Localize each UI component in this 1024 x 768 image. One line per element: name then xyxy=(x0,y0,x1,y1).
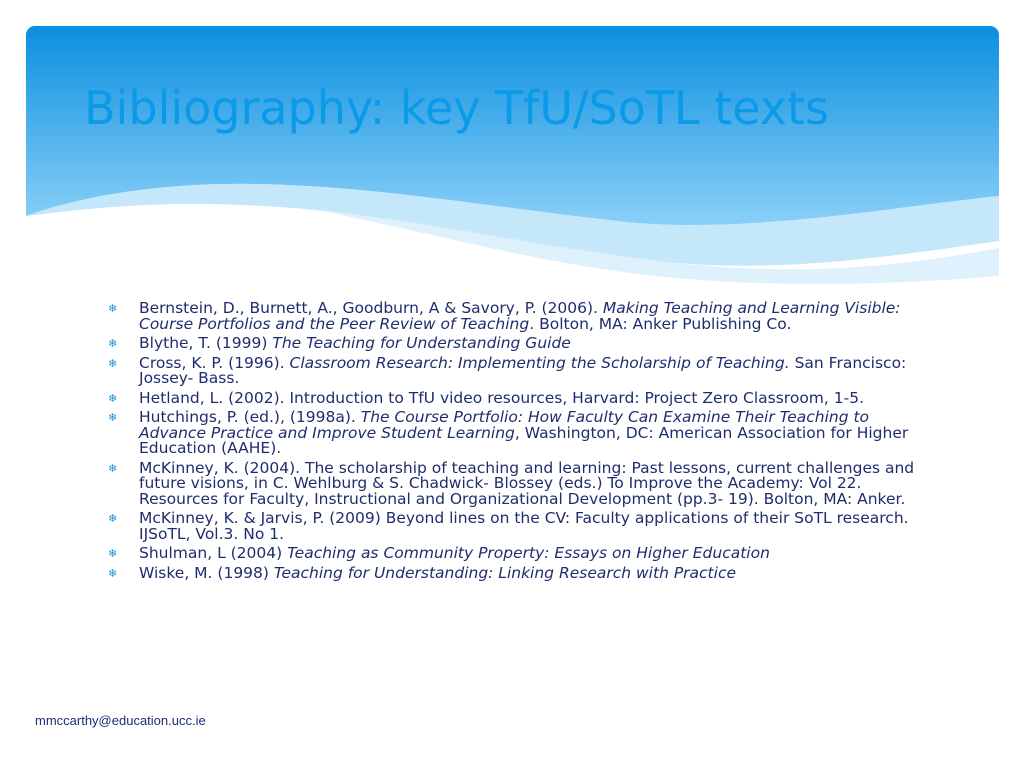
bibliography-entry xyxy=(108,511,918,542)
reference-title: Teaching for Understanding: Linking Research with Practice xyxy=(273,563,736,582)
snowflake-bullet-icon: ❄ xyxy=(108,547,118,560)
bibliography-entry xyxy=(108,388,918,407)
wave-background xyxy=(26,26,999,286)
reference-text: Bernstein, D., Burnett, A., Goodburn, A & Savory, P. (2006). xyxy=(139,299,603,317)
reference-text: , Washington, DC: American Association for Higher Education (AAHE). xyxy=(139,423,909,457)
bibliography-entry xyxy=(108,546,918,562)
reference-text: Shulman, L (2004) xyxy=(139,544,288,562)
footer-email: mmccarthy@education.ucc.ie xyxy=(35,713,206,728)
reference-text: McKinney, K. & Jarvis, P. (2009) Beyond lines on the CV: Faculty applications of their SoTL research. IJSoTL, Vol.3. No 1. xyxy=(139,509,909,543)
reference-text: Hutchings, P. (ed.), (1998a). xyxy=(139,408,361,426)
bibliography-entry xyxy=(108,301,918,332)
reference-text: . Bolton, MA: Anker Publishing Co. xyxy=(529,314,792,333)
reference-text: McKinney, K. (2004). The scholarship of teaching and learning: Past lessons, current challenges and future visions, in C. Wehlburg & S. Chadwick- Blossey (eds.) To Improve the Academy: Vol 22. Resources for Faculty, Instructional and Organizational Development (pp.3- 19). Bolton, MA: Anker. xyxy=(139,458,915,508)
snowflake-bullet-icon: ❄ xyxy=(108,461,118,475)
reference-title: Teaching as Community Property: Essays on Higher Education xyxy=(287,544,770,562)
bibliography-entry xyxy=(108,410,918,457)
bibliography-entry xyxy=(108,458,918,508)
reference-text: Blythe, T. (1999) xyxy=(139,334,273,352)
snowflake-bullet-icon: ❄ xyxy=(108,337,118,350)
reference-title: Classroom Research: Implementing the Scholarship of Teaching. xyxy=(289,353,790,372)
snowflake-bullet-icon: ❄ xyxy=(108,356,118,370)
bibliography-entry xyxy=(108,336,918,352)
bibliography-entry xyxy=(108,563,918,582)
bibliography-entry xyxy=(108,353,918,387)
snowflake-bullet-icon: ❄ xyxy=(108,302,118,315)
reference-title: Making Teaching and Learning Visible: Course Portfolios and the Peer Review of Teaching xyxy=(139,299,901,333)
snowflake-bullet-icon: ❄ xyxy=(108,566,118,580)
reference-text: Hetland, L. (2002). Introduction to TfU video resources, Harvard: Project Zero Classroom, 1-5. xyxy=(139,388,864,407)
reference-text: Cross, K. P. (1996). xyxy=(139,353,290,372)
header-banner xyxy=(26,26,999,286)
reference-text: Wiske, M. (1998) xyxy=(139,563,274,582)
slide-title: Bibliography: key TfU/SoTL texts xyxy=(84,81,829,135)
snowflake-bullet-icon: ❄ xyxy=(108,512,118,525)
bibliography-list xyxy=(108,301,918,585)
reference-title: The Teaching for Understanding Guide xyxy=(272,334,571,352)
snowflake-bullet-icon: ❄ xyxy=(108,391,118,405)
reference-text: San Francisco: Jossey- Bass. xyxy=(139,353,907,387)
snowflake-bullet-icon: ❄ xyxy=(108,411,118,424)
reference-title: The Course Portfolio: How Faculty Can Examine Their Teaching to Advance Practice and Improve Student Learning xyxy=(139,408,870,442)
